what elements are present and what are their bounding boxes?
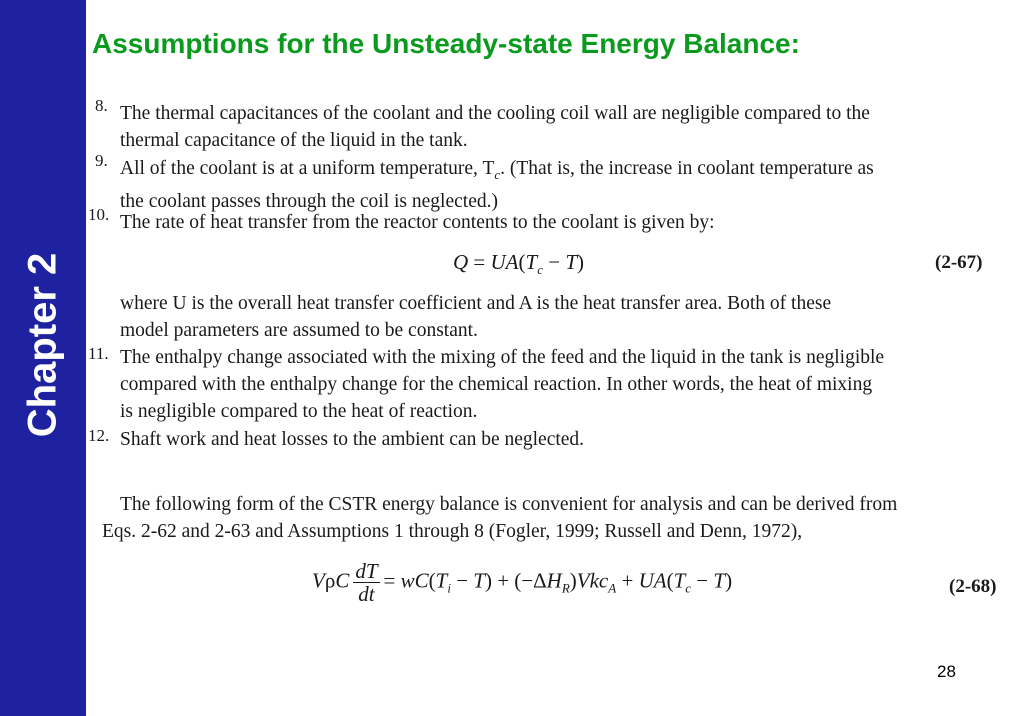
chapter-label: Chapter 2 [20, 252, 65, 438]
text-line: the coolant passes through the coil is neglected.) [120, 190, 498, 212]
text-fragment: . (That is, the increase in coolant temperature as [500, 158, 874, 179]
text-line: The following form of the CSTR energy balance is convenient for analysis and can be derived from [120, 494, 898, 515]
text-line: thermal capacitance of the liquid in the tank. [120, 130, 468, 151]
subscript: c [494, 166, 501, 182]
derivative-fraction: $\frac{dT}{dt}$ [355, 559, 378, 606]
text-line: where U is the overall heat transfer coefficient and A is the heat transfer area. Both of these [120, 293, 832, 314]
assumption-number: 9. [95, 151, 108, 170]
text-line: The thermal capacitances of the coolant and the cooling coil wall are negligible compared to the [120, 103, 870, 124]
text-line: The enthalpy change associated with the mixing of the feed and the liquid in the tank is negligible [120, 347, 885, 368]
assumption-text [120, 344, 988, 425]
where-paragraph [120, 290, 988, 344]
text-line [120, 155, 988, 188]
equation-label: (2-67) [935, 252, 983, 273]
text-fragment: All of the coolant is at a uniform temperature, T [120, 158, 495, 179]
assumption-number: 8. [95, 96, 108, 115]
assumption-number: 11. [88, 344, 109, 363]
slide-title: Assumptions for the Unsteady-state Energy Balance: [92, 28, 800, 59]
text-line: compared with the enthalpy change for the chemical reaction. In other words, the heat of mixing [120, 374, 873, 395]
text-line: is negligible compared to the heat of reaction. [120, 401, 478, 422]
conclusion-paragraph [102, 491, 1005, 545]
assumption-text [120, 209, 988, 236]
sidebar [0, 0, 86, 716]
assumption-text [120, 155, 988, 215]
equation-label: (2-68) [949, 576, 997, 597]
text-line: model parameters are assumed to be constant. [120, 320, 478, 341]
equation-2-68: VρC $\frac{dT}{dt}$ = $wC(T_i - T) + (-\Delta H_R)Vkc_A + UA(T_c - T)$ [312, 559, 733, 606]
text-line: Eqs. 2-62 and 2-63 and Assumptions 1 through 8 (Fogler, 1999; Russell and Denn, 1972), [102, 521, 803, 542]
page-number: 28 [937, 662, 956, 681]
assumption-number: 10. [88, 205, 110, 224]
assumption-text [120, 426, 988, 453]
text-line: Shaft work and heat losses to the ambient can be neglected. [120, 429, 585, 450]
assumption-number: 12. [88, 426, 110, 445]
equation-2-67: $Q = UA(T_c - T)$ [453, 250, 585, 278]
assumption-text [120, 100, 988, 154]
text-line: The rate of heat transfer from the reactor contents to the coolant is given by: [120, 212, 715, 233]
